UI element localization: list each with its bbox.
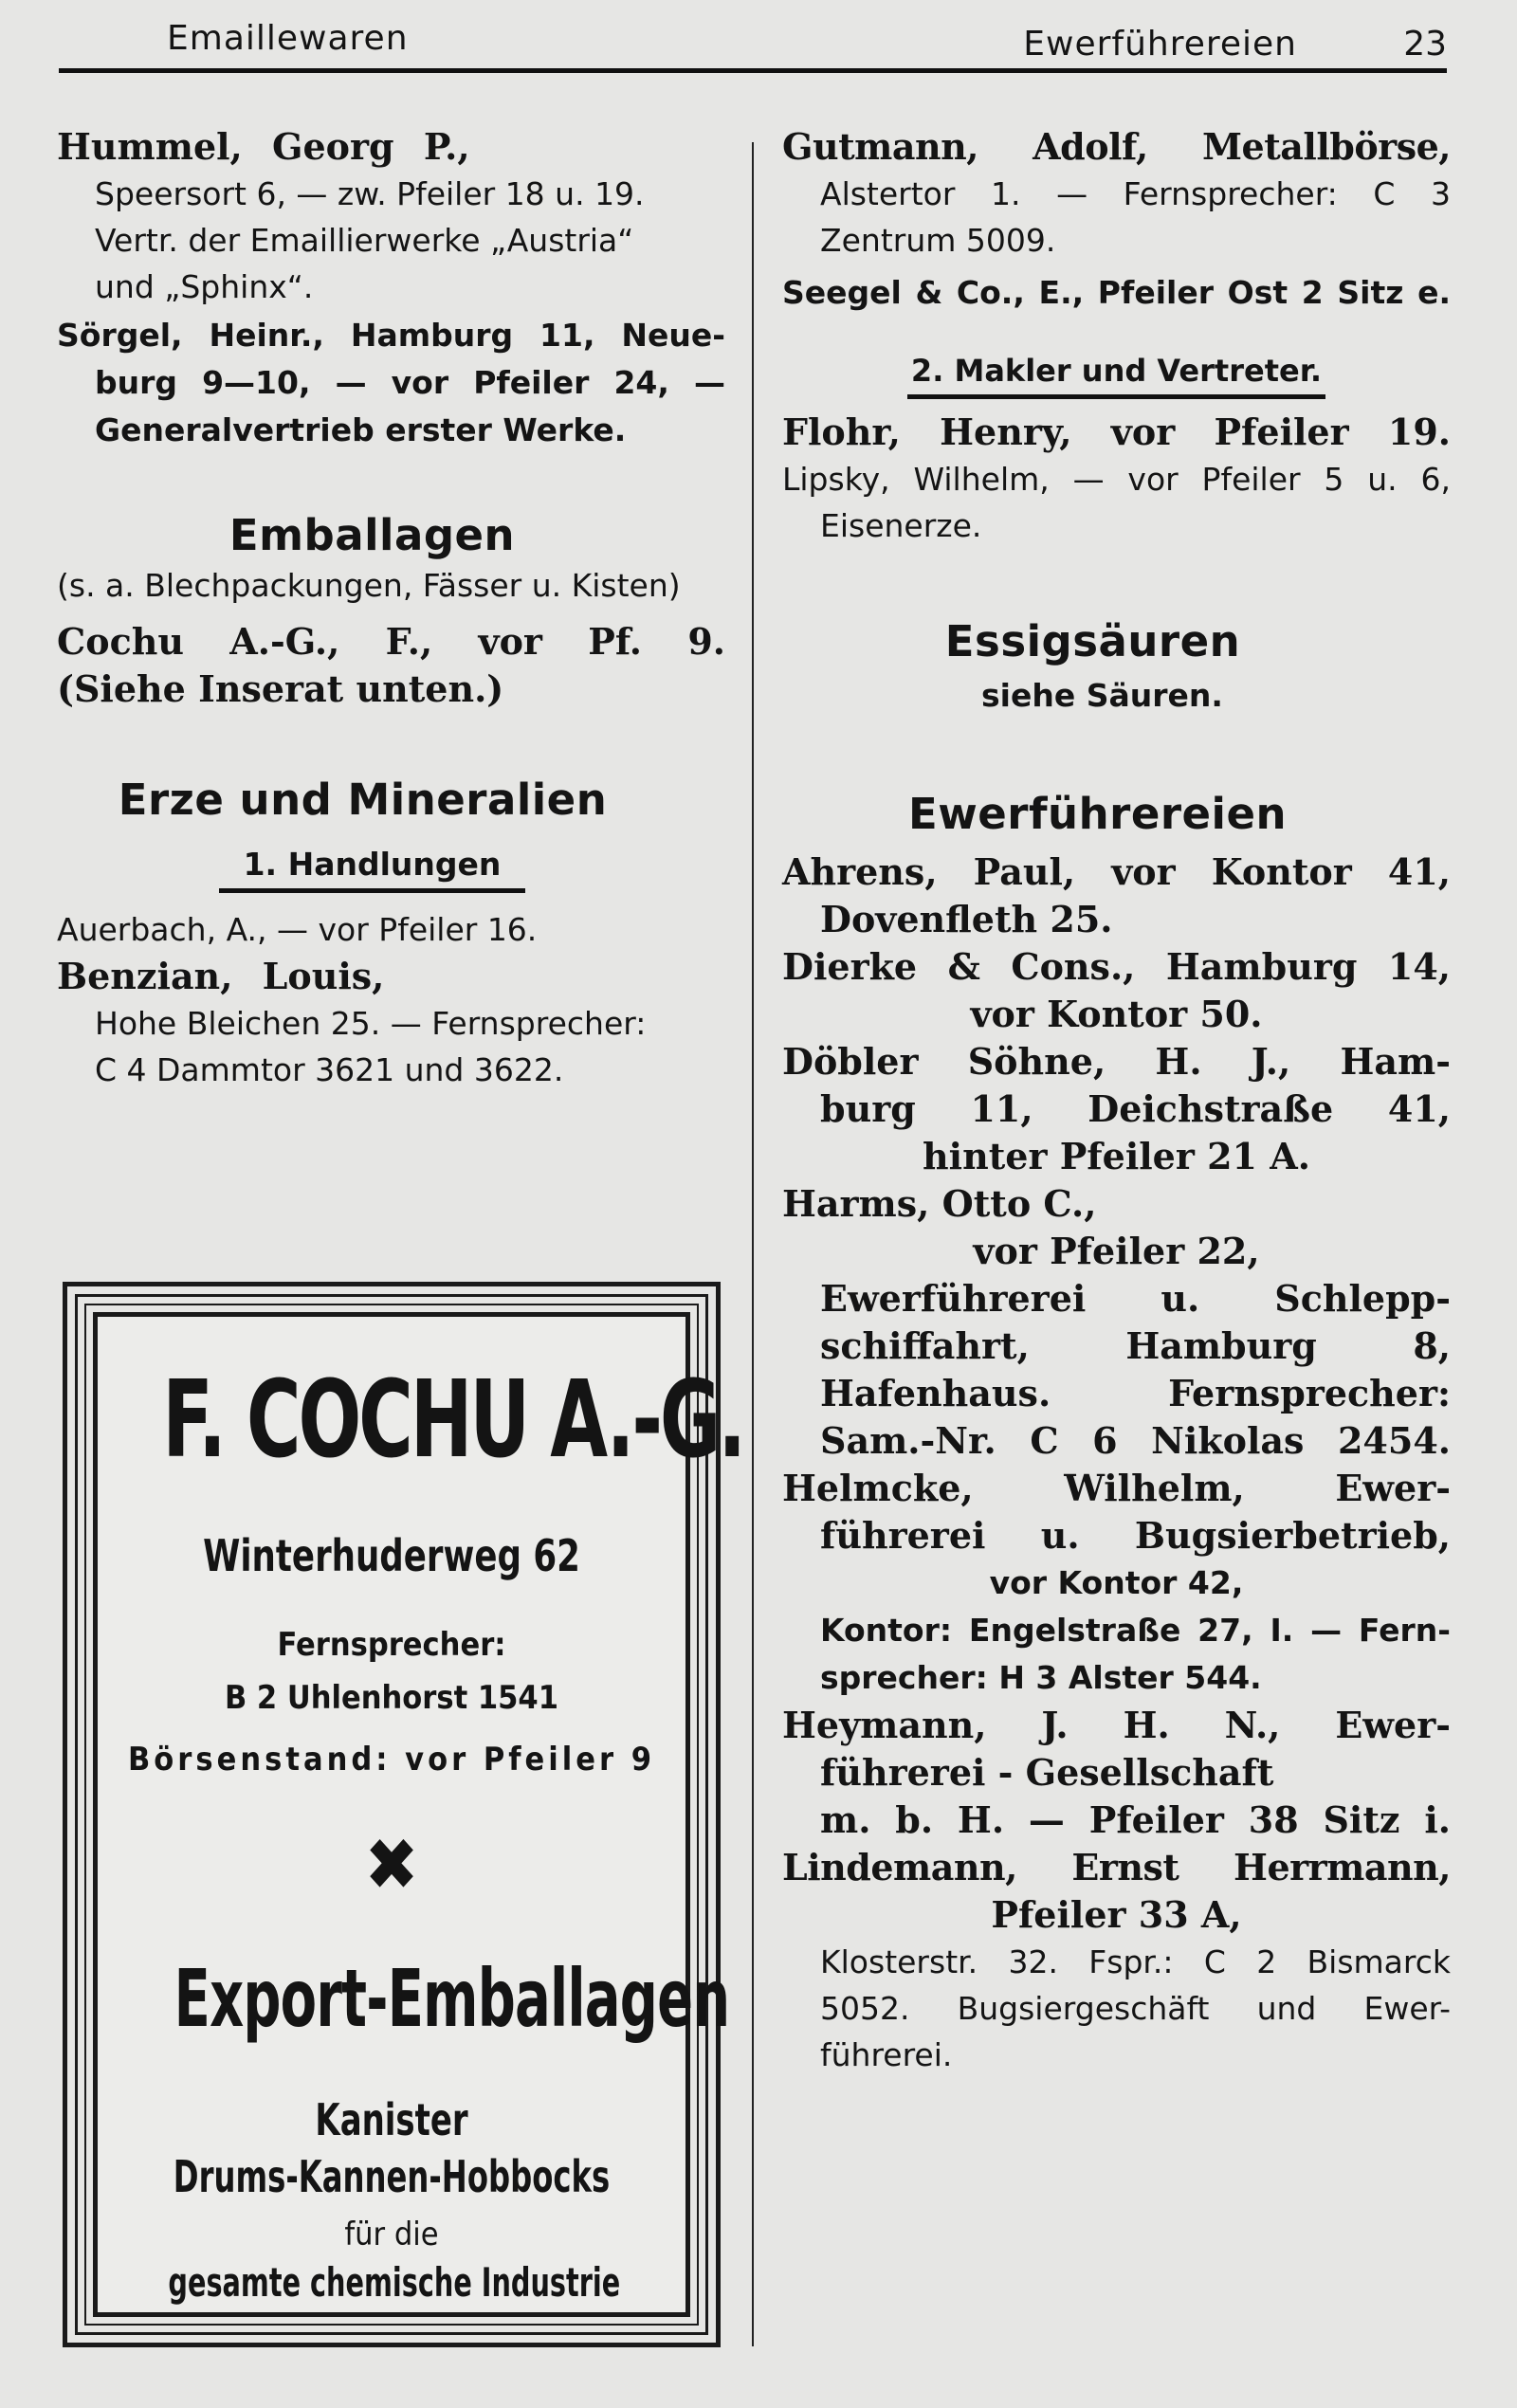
entry-line: führerei. xyxy=(820,2036,953,2073)
page-number: 23 xyxy=(1403,25,1447,64)
entry-line: vor Pfeiler 22, xyxy=(973,1230,1260,1272)
section-ewer xyxy=(782,788,1451,2078)
entry-line: Kontor: Engelstraße 27, I. — Fern- xyxy=(820,1612,1451,1649)
entry-line: Generalvertrieb erster Werke. xyxy=(95,411,627,448)
ad-boerse: Börsenstand: vor Pfeiler 9 xyxy=(127,1741,656,1779)
section-subtitle: 2. Makler und Vertreter. xyxy=(782,353,1451,399)
entry-flohr: Flohr, Henry, vor Pfeiler 19. xyxy=(782,410,1451,453)
entry-line: Ewerführerei u. Schlepp- xyxy=(820,1277,1451,1320)
entry-line: m. b. H. — Pfeiler 38 Sitz i. xyxy=(820,1798,1451,1841)
entry-helmcke xyxy=(782,1465,1451,1702)
entry-line: vor Kontor 42, xyxy=(989,1564,1244,1601)
entry-lindemann xyxy=(782,1844,1451,2078)
entry-line: hinter Pfeiler 21 A. xyxy=(923,1135,1310,1177)
section-title: Essigsäuren xyxy=(944,616,1241,666)
ad-line: für die xyxy=(344,2216,439,2253)
entry-name: Helmcke, Wilhelm, Ewer- xyxy=(782,1467,1451,1509)
header-rule xyxy=(59,68,1447,73)
entry-name: Harms, Otto C., xyxy=(782,1182,1097,1225)
entry-line: Pfeiler 33 A, xyxy=(991,1893,1242,1936)
entry-line: sprecher: H 3 Alster 544. xyxy=(820,1659,1262,1696)
section-note: (s. a. Blechpackungen, Fässer u. Kisten) xyxy=(57,567,681,604)
section-erze xyxy=(57,774,725,1093)
ad-phone: B 2 Uhlenhorst 1541 xyxy=(224,1679,558,1717)
entry-line: burg 11, Deichstraße 41, xyxy=(820,1087,1451,1130)
entry-line: Dovenfleth 25. xyxy=(820,898,1113,940)
entry-name: Heymann, J. H. N., Ewer- xyxy=(782,1704,1451,1746)
ad-line: gesamte chemische Industrie xyxy=(168,2259,621,2306)
entry-ahrens xyxy=(782,848,1451,943)
entry-line: Alstertor 1. — Fernsprecher: C 3 xyxy=(820,175,1451,212)
header-right: Ewerführereien xyxy=(1023,25,1297,64)
column-divider xyxy=(752,142,754,2346)
entry-line: vor Kontor 50. xyxy=(970,993,1263,1035)
entry-line: und „Sphinx“. xyxy=(95,268,314,305)
entry-lipsky: Lipsky, Wilhelm, — vor Pfeiler 5 u. 6, xyxy=(782,461,1451,498)
entry-name: Gutmann, Adolf, Metallbörse, xyxy=(782,125,1451,168)
ad-line: Drums-Kannen-Hobbocks xyxy=(173,2151,611,2202)
entry-line: schiffahrt, Hamburg 8, xyxy=(820,1324,1451,1367)
entry-soergel xyxy=(57,312,725,454)
ad-phone-label: Fernsprecher: xyxy=(277,1626,506,1664)
entry-line: Klosterstr. 32. Fspr.: C 2 Bismarck xyxy=(820,1943,1451,1980)
entry-name: Cochu A.-G., F., vor Pf. 9. xyxy=(57,620,725,663)
entry-name: Seegel & Co., E., Pfeiler Ost 2 Sitz e. xyxy=(782,274,1451,311)
entry-line: C 4 Dammtor 3621 und 3622. xyxy=(95,1051,564,1088)
section-note: siehe Säuren. xyxy=(981,677,1223,714)
entry-name: Ahrens, Paul, vor Kontor 41, xyxy=(782,850,1451,893)
section-essig xyxy=(782,615,1451,720)
entry-line: Sam.-Nr. C 6 Nikolas 2454. xyxy=(820,1419,1451,1462)
header-left: Emaillewaren xyxy=(167,19,409,58)
ad-line: Kanister xyxy=(315,2094,468,2145)
entry-auerbach: Auerbach, A., — vor Pfeiler 16. xyxy=(57,911,538,948)
section-title: Ewerführereien xyxy=(907,789,1288,839)
entry-line: Zentrum 5009. xyxy=(820,222,1056,259)
entry-doebler xyxy=(782,1038,1451,1180)
entry-hummel xyxy=(57,123,725,310)
entry-line: Hohe Bleichen 25. — Fernsprecher: xyxy=(95,1005,647,1042)
entry-line: 5052. Bugsiergeschäft und Ewer- xyxy=(820,1990,1451,2027)
section-subtitle: 1. Handlungen xyxy=(57,846,725,893)
entry-name: Benzian, Louis, xyxy=(57,955,385,997)
entry-name: Lindemann, Ernst Herrmann, xyxy=(782,1846,1451,1888)
entry-line: führerei - Gesellschaft xyxy=(820,1751,1274,1794)
section-emballagen xyxy=(57,509,725,713)
entry-line: Speersort 6, — zw. Pfeiler 18 u. 19. xyxy=(95,175,645,212)
entry-line: führerei u. Bugsierbetrieb, xyxy=(820,1514,1451,1557)
section-makler xyxy=(782,353,1451,549)
entry-dierke xyxy=(782,943,1451,1038)
entry-name: Dierke & Cons., Hamburg 14, xyxy=(782,945,1451,988)
entry-name: Hummel, Georg P., xyxy=(57,125,470,168)
left-column xyxy=(57,123,725,1093)
running-head xyxy=(59,13,1447,66)
ad-headline: Export-Emballagen xyxy=(174,1952,730,2045)
section-title: Erze und Mineralien xyxy=(118,775,608,825)
entry-gutmann xyxy=(782,123,1451,264)
ad-street: Winterhuderweg 62 xyxy=(203,1530,580,1581)
advertisement-box xyxy=(63,1282,743,2347)
entry-line: burg 9—10, — vor Pfeiler 24, — xyxy=(95,364,725,401)
entry-line: (Siehe Inserat unten.) xyxy=(57,667,504,710)
entry-seegel xyxy=(782,269,1451,317)
cross-icon: ✖ xyxy=(364,1822,419,1906)
section-title: Emballagen xyxy=(228,510,516,560)
right-column xyxy=(782,123,1451,2078)
entry-line: Vertr. der Emaillierwerke „Austria“ xyxy=(95,222,634,259)
entry-harms xyxy=(782,1180,1451,1465)
entry-name: Sörgel, Heinr., Hamburg 11, Neue- xyxy=(57,317,725,354)
entry-name: Döbler Söhne, H. J., Ham- xyxy=(782,1040,1451,1083)
entry-heymann xyxy=(782,1702,1451,1844)
entry-line: Eisenerze. xyxy=(820,507,982,544)
ad-company: F. COCHU A.-G. xyxy=(162,1359,743,1482)
entry-line: Hafenhaus. Fernsprecher: xyxy=(820,1372,1451,1414)
